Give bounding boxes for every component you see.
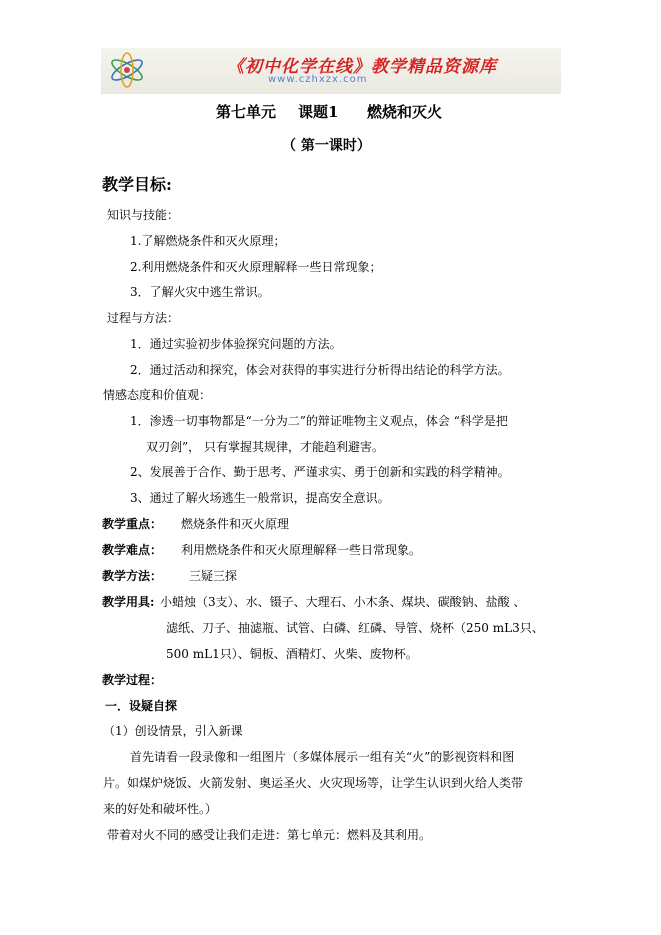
difficulty-value: 利用燃烧条件和灭火原理解释一些日常现象。 <box>181 543 422 557</box>
process-item-2: 2．通过活动和探究，体会对获得的事实进行分析得出结论的科学方法。 <box>130 363 510 377</box>
process-label: 过程与方法： <box>107 311 180 325</box>
supplies-line-3: 500 mL1只）、铜板、酒精灯、火柴、废物杯。 <box>166 647 418 661</box>
knowledge-item-1: 1.了解燃烧条件和灭火原理； <box>130 234 286 248</box>
lesson-title: 燃烧和灭火 <box>367 103 443 121</box>
objectives-heading: 教学目标: <box>102 175 172 194</box>
sub-step-1: （1）创设情景，引入新课 <box>103 724 243 738</box>
supplies-line-2: 滤纸、刀子、抽滤瓶、试管、白磷、红磷、导管、烧杯（250 mL3只、 <box>166 621 544 635</box>
topic-label: 课题1 <box>298 103 339 121</box>
method-label: 教学方法： <box>102 569 163 583</box>
paragraph-line-3: 来的好处和破坏性。） <box>103 802 218 816</box>
header-banner <box>101 48 561 94</box>
attitude-label: 情感态度和价值观： <box>103 388 212 402</box>
knowledge-item-2: 2.利用燃烧条件和灭火原理解释一些日常现象； <box>130 260 382 274</box>
attitude-item-1-line1: 1．渗透一切事物都是“一分为二”的辩证唯物主义观点，体会 “科学是把 <box>130 414 508 428</box>
paragraph-line-1: 首先请看一段录像和一组图片（多媒体展示一组有关“火”的影视资料和图 <box>130 750 515 764</box>
knowledge-label: 知识与技能： <box>107 208 180 222</box>
attitude-item-3: 3、通过了解火场逃生一般常识，提高安全意识。 <box>130 491 390 505</box>
process-heading: 教学过程： <box>102 673 163 687</box>
attitude-item-2: 2、发展善于合作、勤于思考、严谨求实、勇于创新和实践的科学精神。 <box>130 465 510 479</box>
key-point-value: 燃烧条件和灭火原理 <box>181 517 290 531</box>
attitude-item-1-line2: 双刃剑”， 只有掌握其规律，才能趋利避害。 <box>146 440 384 454</box>
closing-line: 带着对火不同的感受让我们走进：第七单元：燃料及其利用。 <box>107 828 432 842</box>
atom-logo-icon <box>107 50 147 90</box>
period-label: （ 第一课时） <box>282 138 371 154</box>
step-1-heading: 一．设疑自探 <box>105 699 178 713</box>
supplies-label: 教学用具: <box>102 595 155 609</box>
banner-url: www.czhxzx.com <box>268 74 368 85</box>
difficulty-label: 教学难点： <box>102 543 163 557</box>
process-item-1: 1．通过实验初步体验探究问题的方法。 <box>130 337 342 351</box>
method-value: 三疑三探 <box>189 569 238 583</box>
unit-label: 第七单元 <box>216 103 277 121</box>
banner-title: 《初中化学在线》教学精品资源库 <box>227 57 497 77</box>
key-point-label: 教学重点： <box>102 517 163 531</box>
supplies-line-1: 小蜡烛（3支）、水、镊子、大理石、小木条、煤块、碳酸钠、盐酸 、 <box>160 595 526 609</box>
paragraph-line-2: 片。如煤炉烧饭、火箭发射、奥运圣火、火灾现场等，让学生认识到火给人类带 <box>103 776 524 790</box>
knowledge-item-3: 3．了解火灾中逃生常识。 <box>130 285 270 299</box>
